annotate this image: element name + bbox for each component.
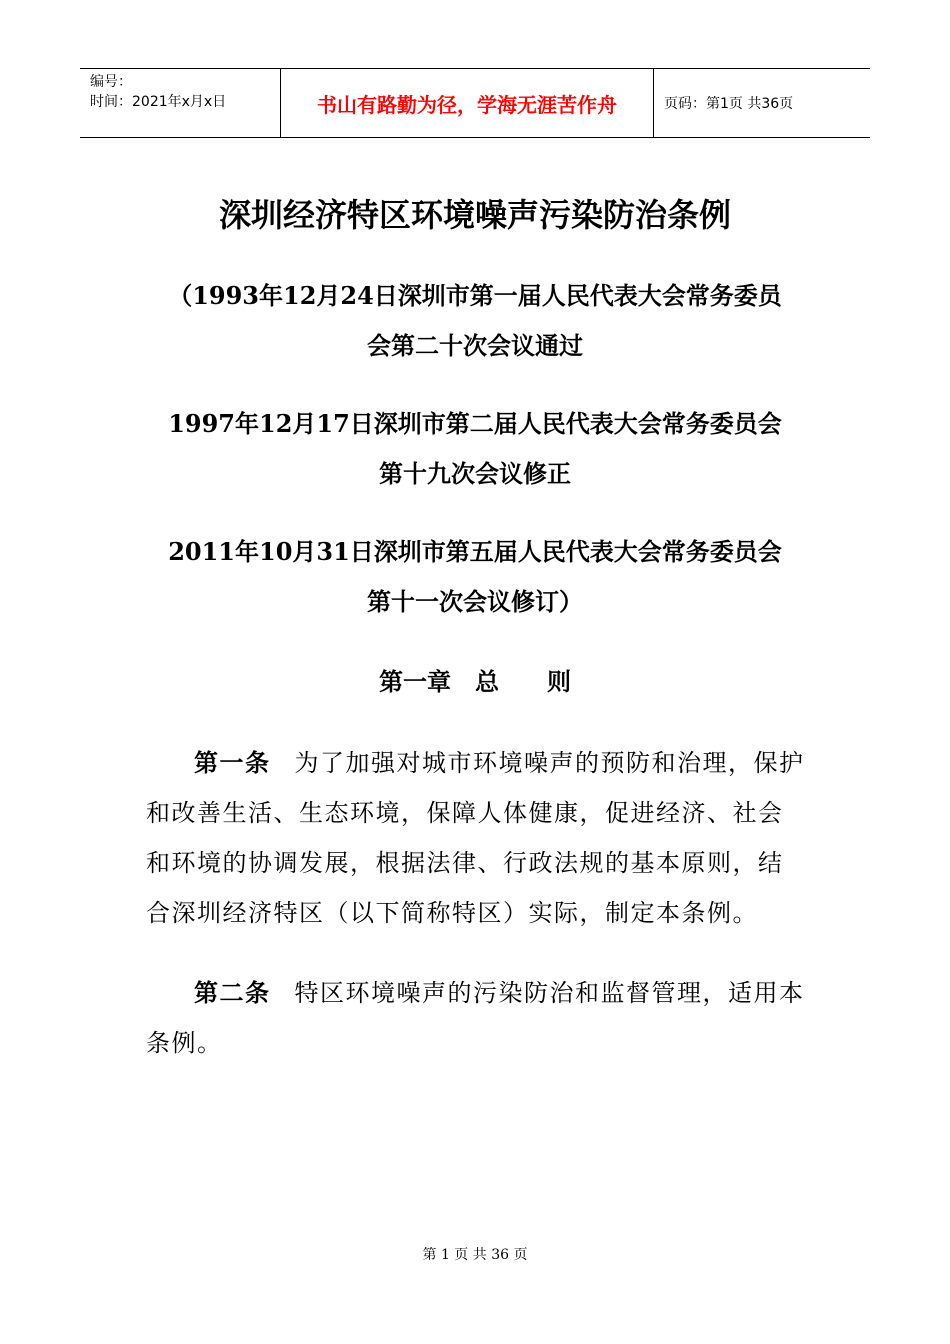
header-page-info: 页码：第1页 共36页 [664,96,794,112]
header-motto: 书山有路勤为径，学海无涯苦作舟 [281,69,654,137]
article-text: 为了加强对城市环境噪声的预防和治理，保护和改善生活、生态环境，保障人体健康，促进经济、社会和环境的协调发展，根据法律、行政法规的基本原则，结合深圳经济特区（以下简称特区）实际，制定本条例。 [146,749,805,927]
article-label: 第二条 [194,978,271,1007]
article-2 [146,968,808,1068]
document-title: 深圳经济特区环境噪声污染防治条例 [218,196,731,234]
history-line: 第十一次会议修订） [367,587,583,616]
chapter-number: 第一章 [379,667,451,696]
article-text: 特区环境噪声的污染防治和监督管理，适用本条例。 [146,979,805,1057]
chapter-heading [0,660,950,704]
history-line: （1993年12月24日深圳市第一届人民代表大会常务委员 [168,281,782,310]
chapter-title-char: 则 [547,667,571,696]
chapter-title-char: 总 [475,667,499,696]
document-header [80,68,870,138]
article-1 [146,738,808,938]
header-meta [80,69,281,137]
history-line: 2011年10月31日深圳市第五届人民代表大会常务委员会 [168,537,782,566]
page-footer: 第 1 页 共 36 页 [422,1247,528,1263]
document-number-label: 编号： [90,74,132,90]
history-line: 第十九次会议修正 [379,459,571,488]
history-line: 会第二十次会议通过 [367,331,583,360]
document-date: 时间：2021年x月x日 [90,94,227,110]
history-line: 1997年12月17日深圳市第二届人民代表大会常务委员会 [168,409,782,438]
article-label: 第一条 [194,748,271,777]
